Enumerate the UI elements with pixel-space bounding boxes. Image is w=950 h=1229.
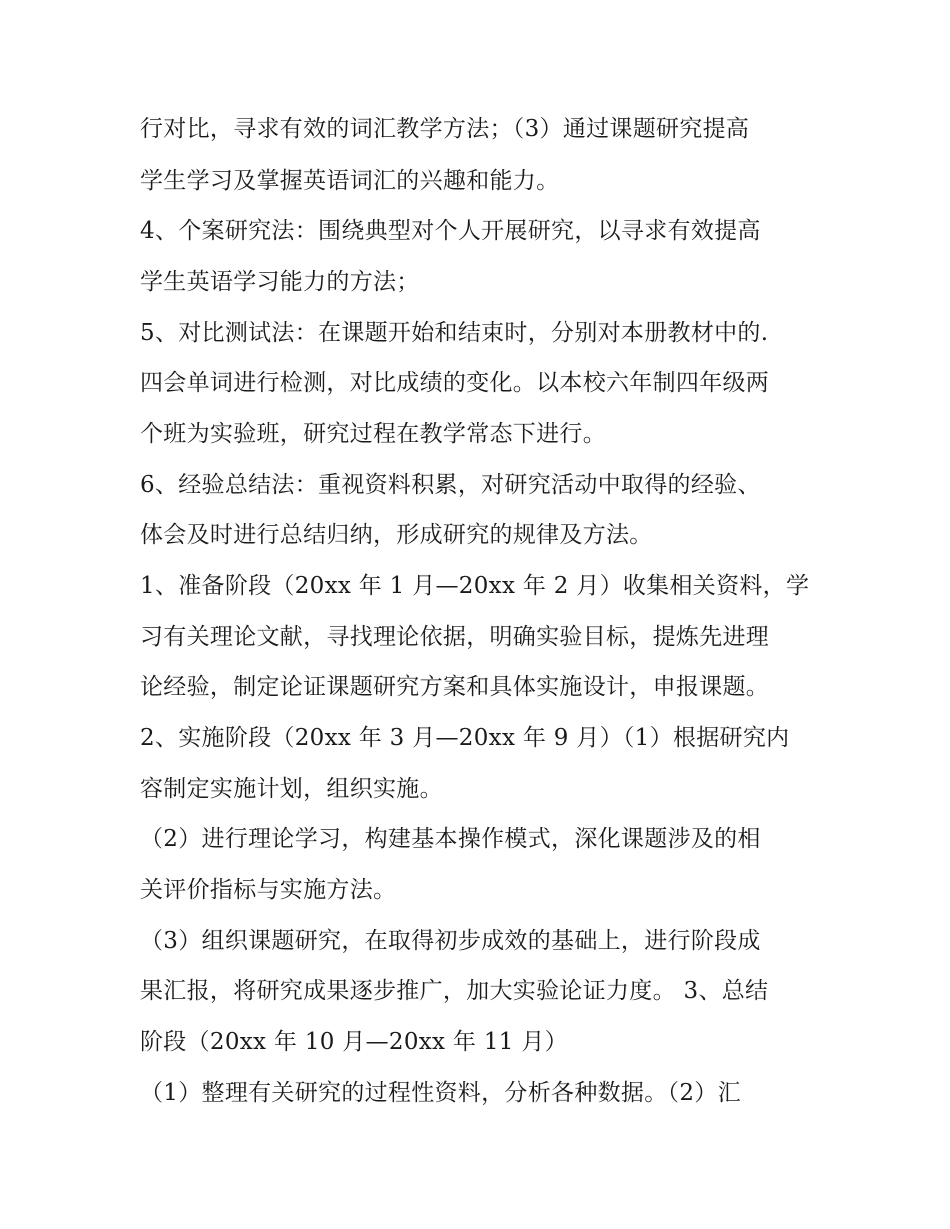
text-line: 6、经验总结法：重视资料积累，对研究活动中取得的经验、	[140, 472, 761, 498]
text-line: （1）整理有关研究的过程性资料，分析各种数据。（2）汇	[140, 1080, 741, 1106]
text-line: 4、个案研究法：围绕典型对个人开展研究，以寻求有效提高	[140, 218, 761, 244]
text-line: （3）组织课题研究，在取得初步成效的基础上，进行阶段成	[140, 928, 761, 954]
text-line: 体会及时进行总结归纳，形成研究的规律及方法。	[140, 522, 653, 548]
text-line: 学生学习及掌握英语词汇的兴趣和能力。	[140, 168, 560, 194]
text-line: 容制定实施计划，组织实施。	[140, 776, 443, 802]
text-line: 5、对比测试法：在课题开始和结束时，分别对本册教材中的.	[140, 320, 769, 346]
text-line: 行对比，寻求有效的词汇教学方法；（3）通过课题研究提高	[140, 116, 750, 142]
text-line: 四会单词进行检测，对比成绩的变化。以本校六年制四年级两	[140, 370, 770, 396]
text-line: 个班为实验班，研究过程在教学常态下进行。	[140, 421, 606, 447]
text-line: 学生英语学习能力的方法；	[140, 269, 420, 295]
text-line: （2）进行理论学习，构建基本操作模式，深化课题涉及的相	[140, 826, 761, 852]
text-line: 习有关理论文献，寻找理论依据，明确实验目标，提炼先进理	[140, 624, 770, 650]
text-line: 论经验，制定论证课题研究方案和具体实施设计，申报课题。	[140, 674, 770, 700]
text-line: 1、准备阶段（20xx 年 1 月—20xx 年 2 月）收集相关资料，学	[140, 573, 810, 599]
text-line: 果汇报，将研究成果逐步推广，加大实验论证力度。 3、总结	[140, 978, 769, 1004]
text-line: 2、实施阶段（20xx 年 3 月—20xx 年 9 月）（1）根据研究内	[140, 725, 790, 751]
text-line: 关评价指标与实施方法。	[140, 877, 397, 903]
text-line: 阶段（20xx 年 10 月—20xx 年 11 月）	[140, 1029, 568, 1055]
